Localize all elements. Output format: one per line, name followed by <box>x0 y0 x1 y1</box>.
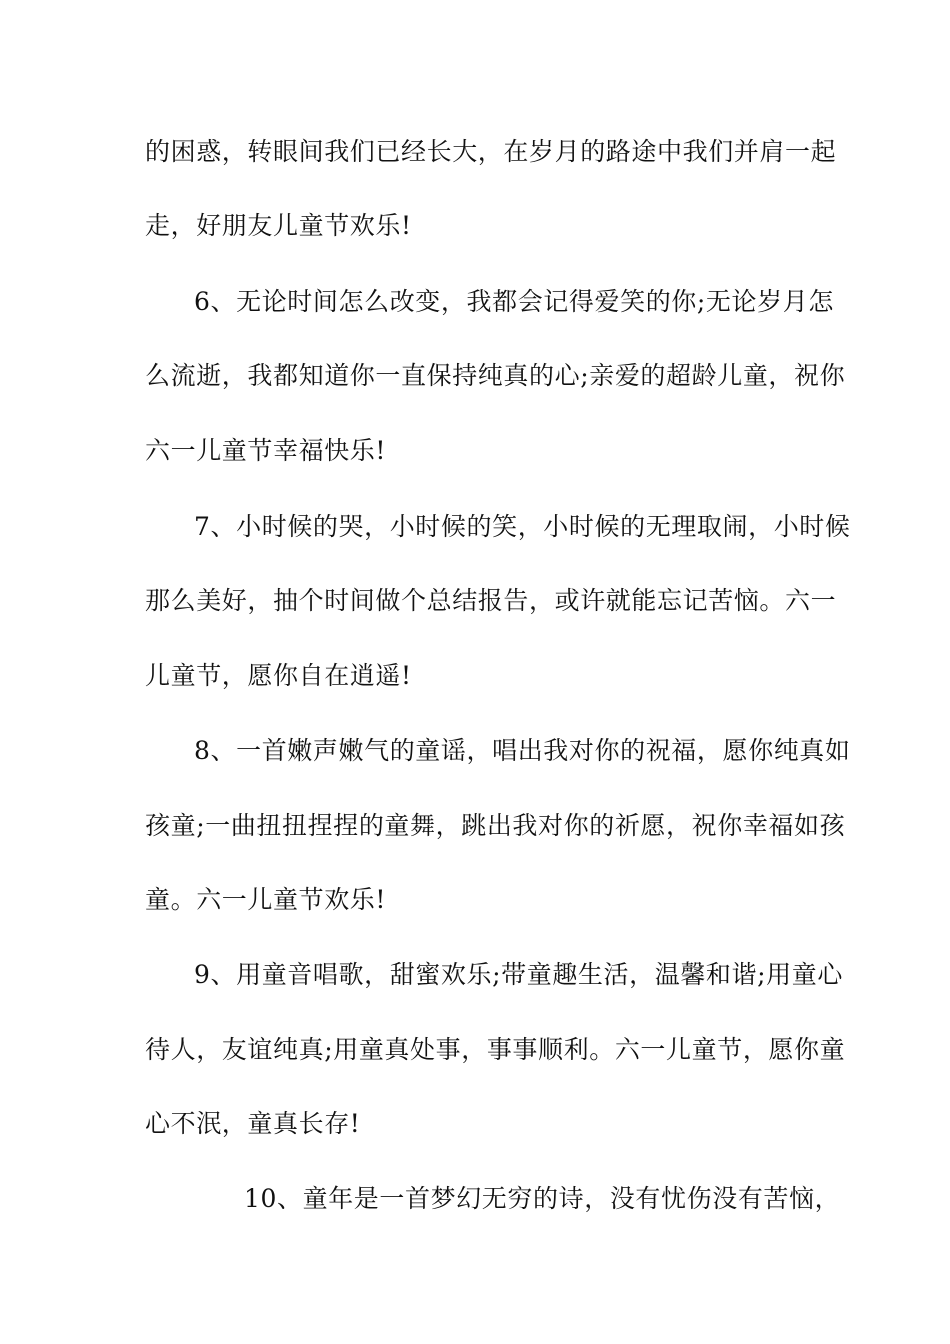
text-line: 那么美好，抽个时间做个总结报告，或许就能忘记苦恼。六一 <box>145 586 837 615</box>
paragraph-first-line: 7、小时候的哭，小时候的笑，小时候的无理取闹，小时候 <box>194 512 851 541</box>
text-line: 么流逝，我都知道你一直保持纯真的心;亲爱的超龄儿童，祝你 <box>145 361 846 390</box>
paragraph-first-line: 8、一首嫩声嫩气的童谣，唱出我对你的祝福，愿你纯真如 <box>194 736 851 765</box>
text-line: 童。六一儿童节欢乐! <box>145 885 387 914</box>
text-line: 的困惑，转眼间我们已经长大，在岁月的路途中我们并肩一起 <box>145 137 837 166</box>
paragraph-first-line: 9、用童音唱歌，甜蜜欢乐;带童趣生活，温馨和谐;用童心 <box>194 960 843 989</box>
text-line: 待人，友谊纯真;用童真处事，事事顺利。六一儿童节，愿你童 <box>145 1035 846 1064</box>
text-line: 六一儿童节幸福快乐! <box>145 436 387 465</box>
text-line: 儿童节，愿你自在逍遥! <box>145 661 412 690</box>
paragraph-first-line: 6、无论时间怎么改变，我都会记得爱笑的你;无论岁月怎 <box>194 287 834 316</box>
paragraph-first-line: 10、童年是一首梦幻无穷的诗，没有忧伤没有苦恼， <box>244 1184 841 1213</box>
text-line: 走，好朋友儿童节欢乐! <box>145 211 412 240</box>
text-line: 心不泯，童真长存! <box>145 1109 361 1138</box>
text-line: 孩童;一曲扭扭捏捏的童舞，跳出我对你的祈愿，祝你幸福如孩 <box>145 811 846 840</box>
